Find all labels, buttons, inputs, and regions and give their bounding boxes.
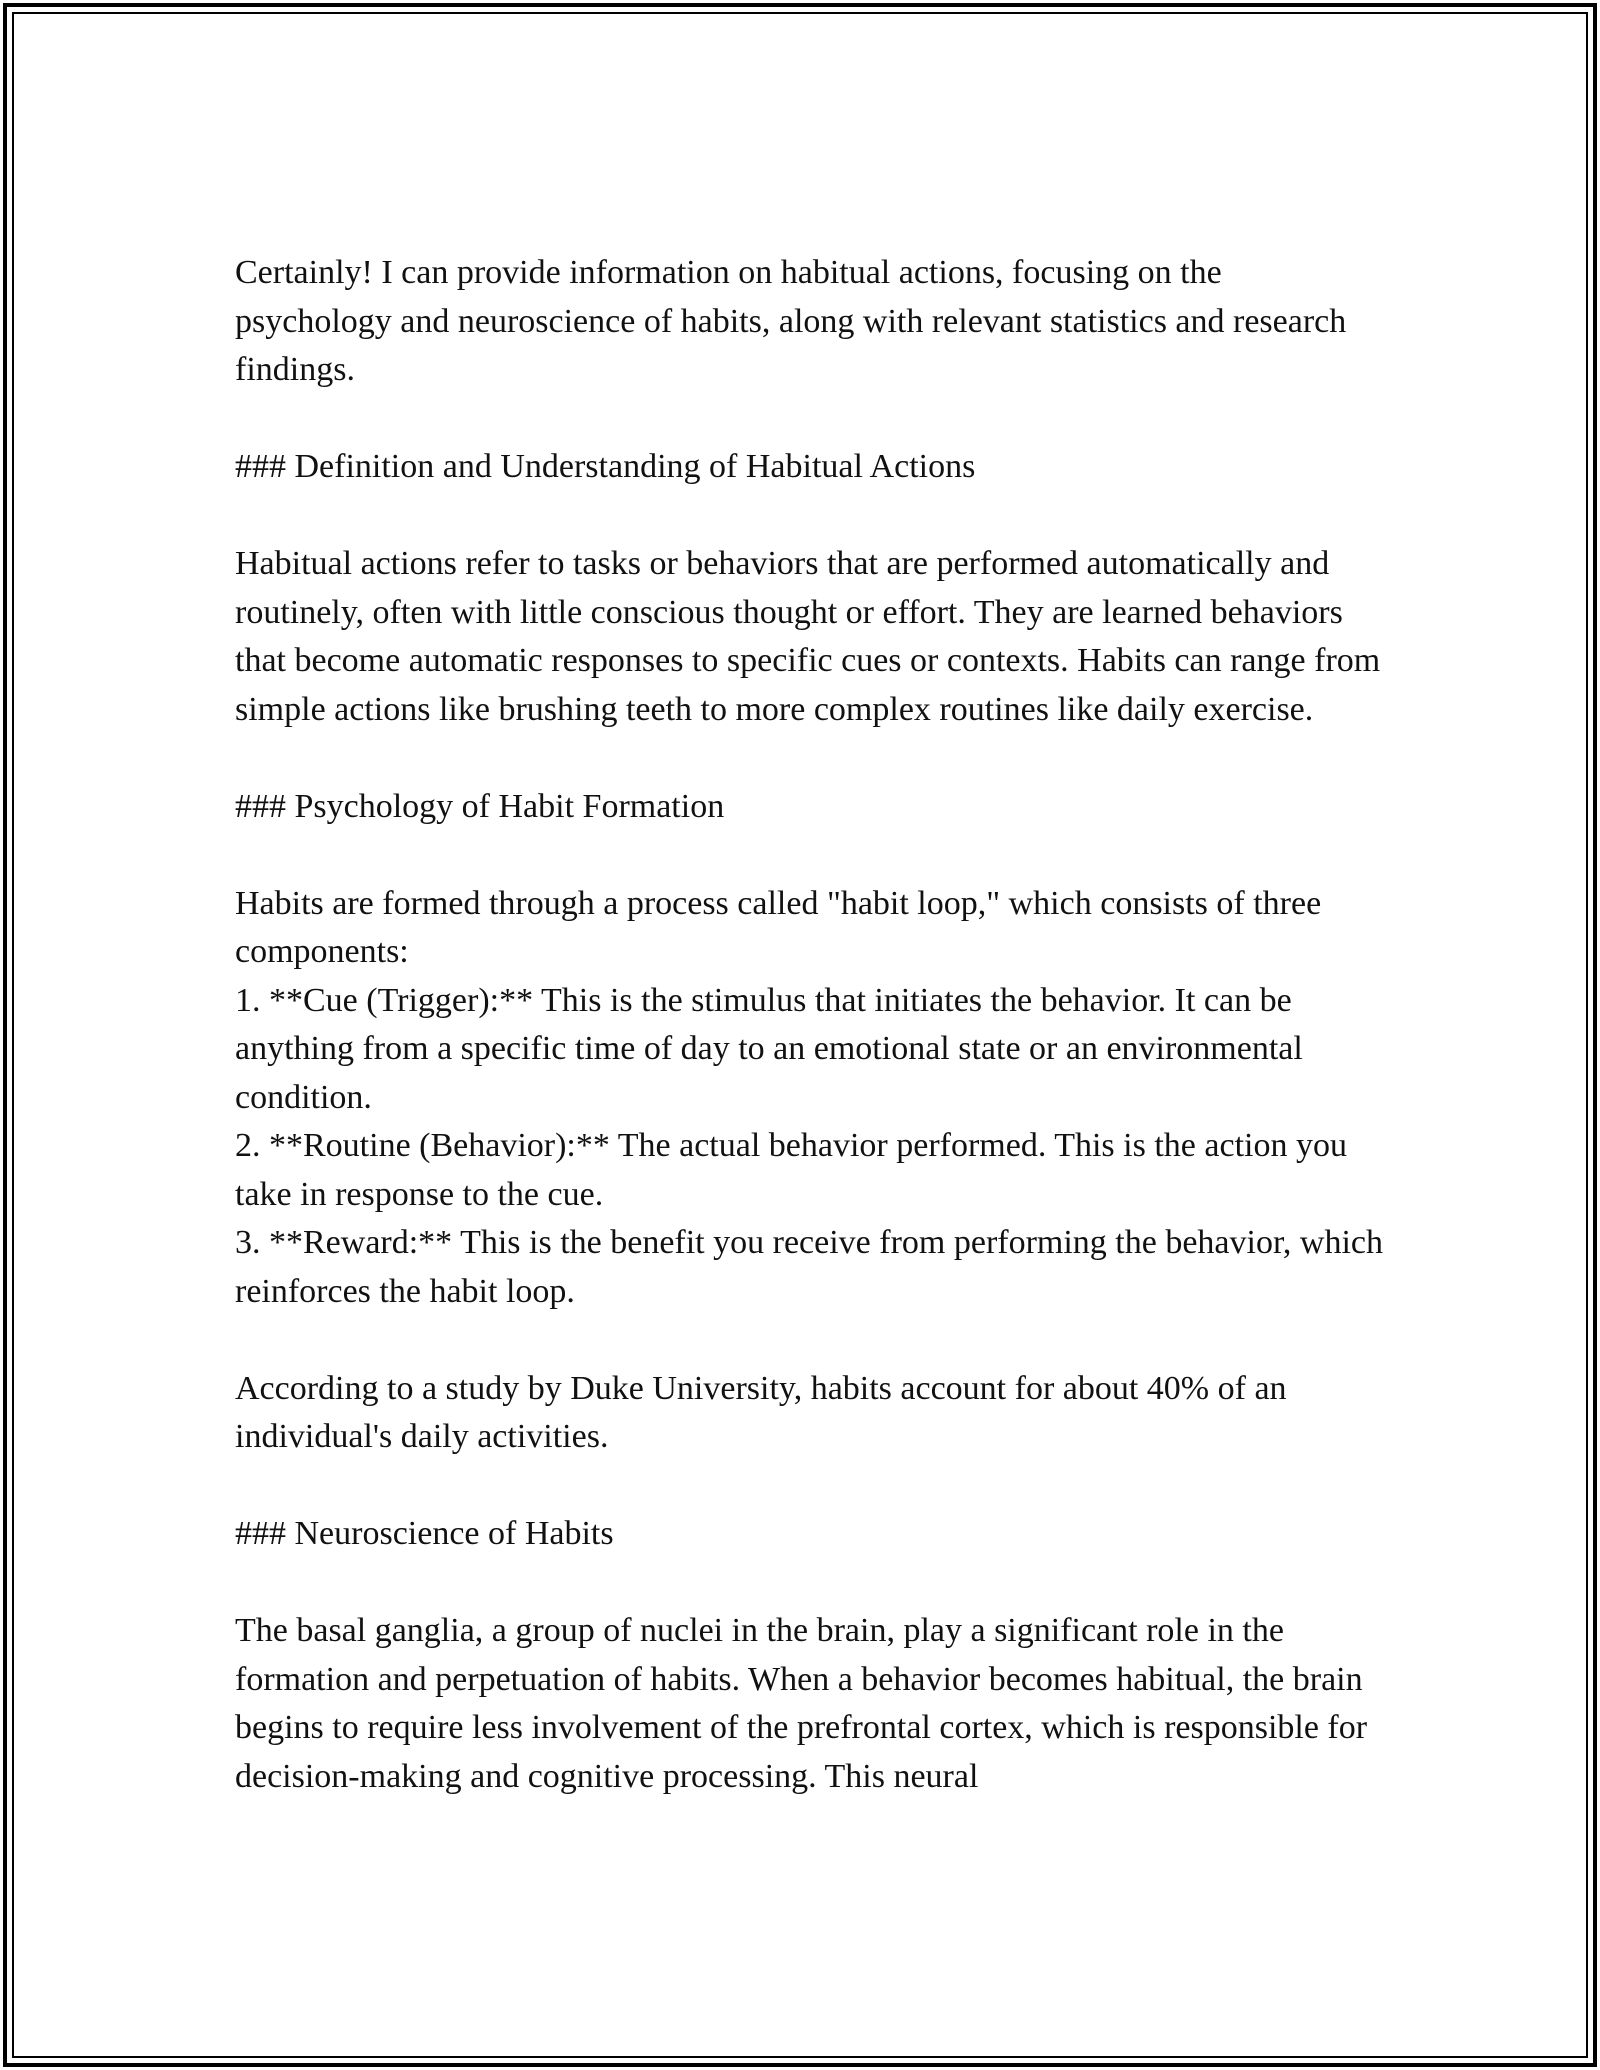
psychology-intro-paragraph: Habits are formed through a process called "habit loop," which consists of three components:: [235, 884, 1322, 970]
paragraph-gap: [235, 492, 1385, 541]
heading-psychology: ### Psychology of Habit Formation: [235, 787, 725, 825]
loop-item-cue: 1. **Cue (Trigger):** This is the stimulus that initiates the behavior. It can be anything from a specific time of day to an emotional state or an environmental condition.: [235, 981, 1303, 1116]
intro-paragraph: Certainly! I can provide information on habitual actions, focusing on the psychology and neuroscience of habits, along with relevant statistics and research findings.: [235, 254, 1347, 388]
paragraph-gap: [235, 1559, 1385, 1608]
statistic-paragraph: According to a study by Duke University, habits account for about 40% of an individual's daily activities.: [235, 1369, 1287, 1455]
definition-paragraph: Habitual actions refer to tasks or behaviors that are performed automatically and routinely, often with little conscious thought or effort. They are learned behaviors that become automatic responses to specific cues or contexts. Habits can range from simple actions like brushing teeth to more complex routines like daily exercise.: [235, 545, 1381, 728]
document-body: [235, 249, 1385, 1801]
paragraph-gap: [235, 831, 1385, 880]
heading-definition: ### Definition and Understanding of Habitual Actions: [235, 448, 976, 485]
loop-item-routine: 2. **Routine (Behavior):** The actual behavior performed. This is the action you take in response to the cue.: [235, 1127, 1347, 1213]
neuroscience-paragraph: The basal ganglia, a group of nuclei in the brain, play a significant role in the formation and perpetuation of habits. When a behavior becomes habitual, the brain begins to require less involvement of the prefrontal cortex, which is responsible for decision-making and cognitive processing. This neural: [235, 1612, 1368, 1795]
loop-item-reward: 3. **Reward:** This is the benefit you receive from performing the behavior, which reinforces the habit loop.: [235, 1224, 1384, 1310]
paragraph-gap: [235, 395, 1385, 444]
paragraph-gap: [235, 734, 1385, 783]
paragraph-gap: [235, 1462, 1385, 1511]
heading-neuroscience: ### Neuroscience of Habits: [235, 1515, 614, 1552]
paragraph-gap: [235, 1316, 1385, 1365]
